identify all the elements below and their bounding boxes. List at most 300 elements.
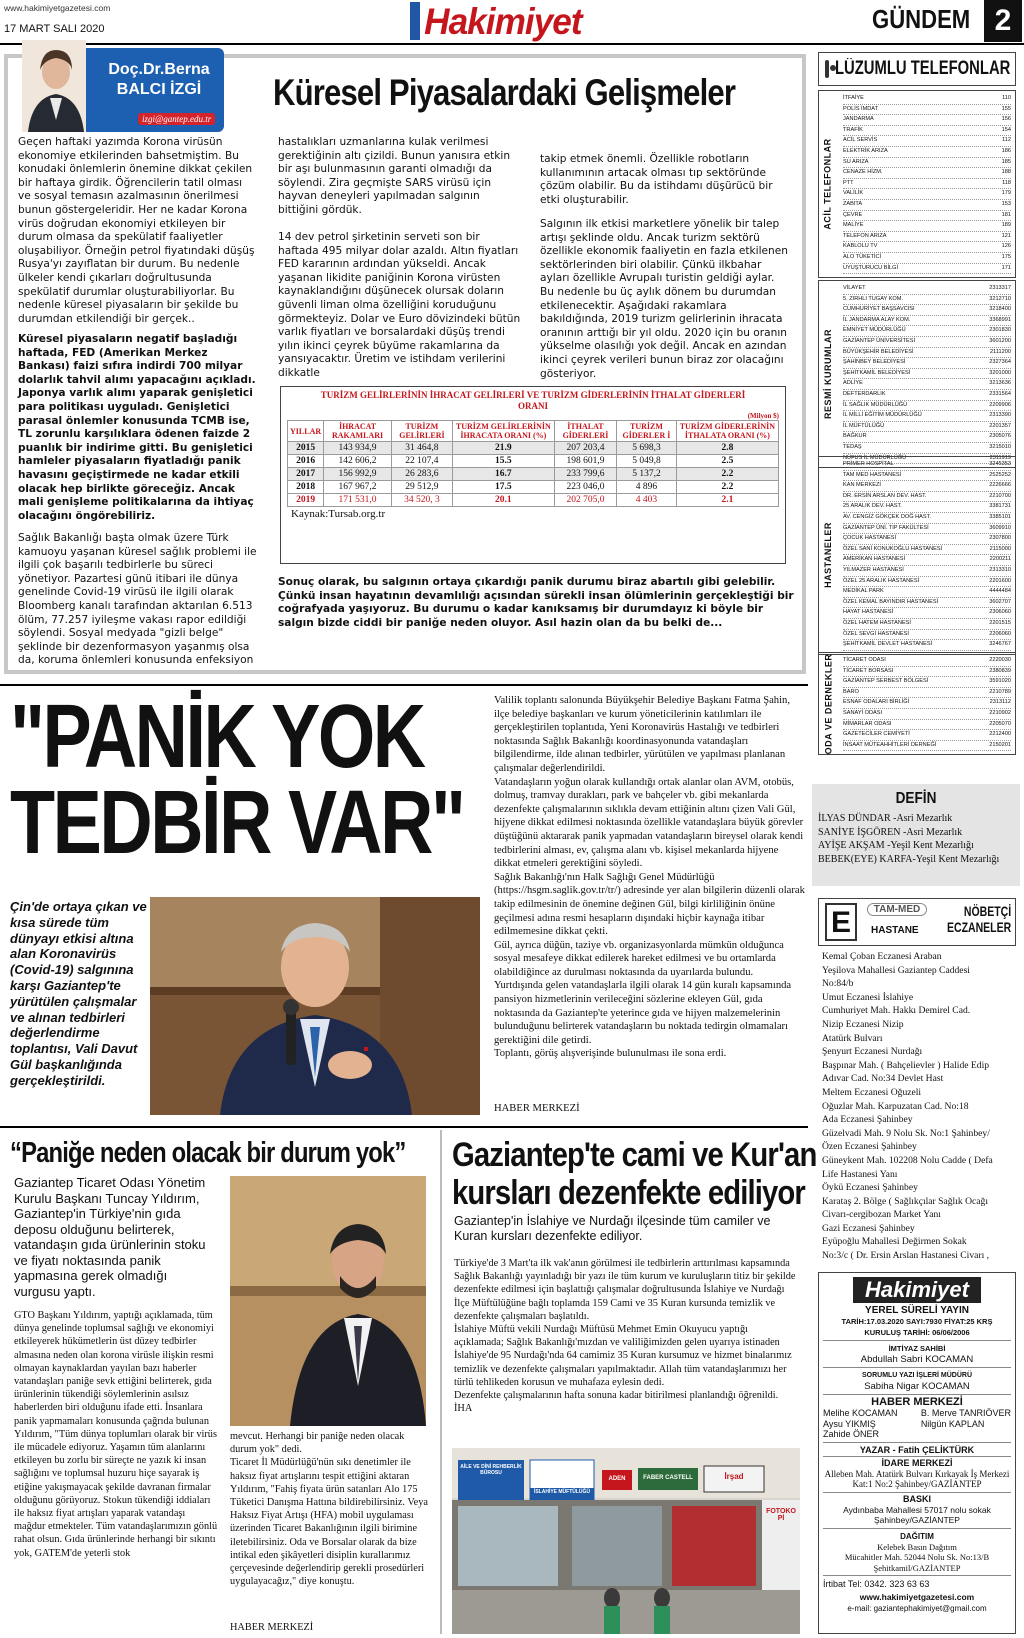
phone-group: [818, 456, 1016, 655]
column-col3-p2: Salgının ilk etkisi marketlere yönelik bir talep artışı şeklinde oldu. Ancak turizm sektörü özellikle ekonomik faaliyetin en fazla etkilenen sektörlerinden biri olabilir. Çünkü ilkbahar ayları özellikle Avrupalı turistin geldiği aylar. Bu nedenle bu üç aylık dönem bu durumdan etkilenecektir. Aşağıdaki rakamlara bakıldığında, 2019 turizm gelirlerinin ihracata oranının arttığı bir yıl oldu. 2020 için bu oranın yükselme olasılığı yok değil. Ancak en azından ikinci çeyrek verileri bunun biraz zor olacağını gösteriyor.: [540, 218, 788, 380]
defin-line: SANİYE İŞGÖREN -Asri Mezarlık: [818, 826, 963, 838]
column-conclusion: Sonuç olarak, bu salgının ortaya çıkardığı panik durumu biraz abartılı gibi gelebilir. Çünkü insan hayatının devamlılığı açısından sürekli insan ölümlerinin gerçekleştiği bir coğrafyada yaşıyoruz. Bu durumu o kadar kanıksamış bir durumdayız ki böyle bir salgın bizde ciddi bir paniğe neden oluyor. Asıl hazin olan da bu belki de...: [278, 576, 794, 629]
pharmacy-line: Umut Eczanesi İslahiye: [822, 991, 914, 1003]
pharmacy-line: Adıvar Cad. No:34 Devlet Hast: [822, 1073, 944, 1085]
phone-number: 3245353: [989, 461, 1011, 467]
table-cell: 171 531,0: [324, 494, 392, 507]
table-cell: 2.8: [676, 442, 778, 455]
phone-name: ÖZEL SANİ KONUKOĞLU HASTANESİ: [843, 545, 943, 552]
imprint-office: Alleben Mah. Atatürk Bulvarı Kırkayak İş Merkezi Kat:1 No:2 Şahinbey/GAZİANTEP: [823, 1469, 1011, 1493]
phone-name: İL JANDARMA ALAY KOM.: [843, 316, 911, 323]
panic-photo: [150, 897, 480, 1115]
pharmacy-line: Atatürk Bulvarı: [822, 1032, 883, 1044]
phone-name: BAĞKUR: [843, 433, 867, 440]
phone-name: KAN MERKEZİ: [843, 482, 881, 489]
gto-lead: Gaziantep Ticaret Odası Yönetim Kurulu Başkanı Tuncay Yıldırım, Gaziantep'in Türkiye'nin gıda deposu olduğunu belirterek, vatandaşın gıda ürünlerinin stoku ve fiyatı noktasında panik yapmasına gerek olmadığı vurgusu yaptı.: [14, 1175, 206, 1299]
phone-group: [818, 652, 1016, 755]
imprint-box: [818, 1272, 1016, 1634]
phone-name: NÜFUS İL MÜDÜRLÜĞÜ: [843, 454, 907, 461]
phone-row: [843, 264, 1011, 275]
phone-number: 2111200: [990, 348, 1011, 355]
phone-row: [843, 337, 1011, 348]
phone-number: 3218400: [989, 306, 1011, 313]
phone-number: 2380839: [989, 667, 1011, 674]
phone-row: [843, 677, 1011, 688]
pharmacy-title: [947, 903, 1011, 935]
gto-photo: [230, 1176, 426, 1426]
phone-number: 2210789: [989, 688, 1011, 695]
table-cell: 143 934,9: [324, 442, 392, 455]
phone-number: 126: [1001, 243, 1011, 250]
phone-row: [843, 656, 1011, 667]
table-cell: 5 049,8: [617, 455, 677, 468]
defin-line: İLYAS DÜNDAR -Asri Mezarlık: [818, 813, 953, 824]
imprint-dist: Kelebek Basın Dağıtım Mücahitler Mah. 52044 Nolu Sk. No:13/B Şehitkamil/GAZİANTEP: [823, 1542, 1011, 1577]
phone-icon: [825, 60, 829, 78]
phone-number: 2313112: [989, 699, 1011, 706]
phone-row: [843, 709, 1011, 720]
phone-number: 2210902: [989, 709, 1011, 716]
phone-row: [843, 189, 1011, 200]
phone-group: [818, 90, 1016, 278]
author-email[interactable]: izgi@gantep.edu.tr: [138, 113, 215, 125]
phone-row: [843, 305, 1011, 316]
table-cell: 31 464,8: [391, 442, 452, 455]
phone-number: 188: [1001, 169, 1011, 176]
phone-name: TİCARET BORSASI: [843, 667, 894, 674]
pharmacy-line: Yeşilova Mahallesi Gaziantep Caddesi: [822, 964, 970, 976]
phone-name: ÇEVRE: [843, 211, 863, 218]
sign-fotokopi: FOTOKOPİ: [766, 1508, 796, 1522]
phone-number: 2311919: [989, 454, 1011, 461]
phone-number: 2206060: [989, 630, 1011, 637]
phone-number: 3609910: [989, 524, 1011, 531]
defin-line: BEBEK(EYE) KARFA-Yeşil Kent Mezarlığı: [818, 853, 1000, 865]
phone-row: [843, 524, 1011, 535]
phone-name: İL SAĞLIK MÜDÜRLÜĞÜ: [843, 401, 908, 408]
phone-row: [843, 640, 1011, 651]
phone-row: [843, 730, 1011, 741]
phone-name: TEDAŞ: [843, 443, 862, 450]
column-col2-p2: 14 dev petrol şirketinin serveti son bir haftada 495 milyar dolar azaldı. Altın fiyatları FED kararının ardından yükseldi. Ancak yaşanan likidite paniğinin Korona virüsten kaynaklandığını düşünecek olursak doların güvenli liman olma özelliğini koruduğunu görmekteyiz. Dolar ve Euro dövizindeki bütün varlık fiyatları ve borsalardaki düşüş trendi yılın ikinci çeyrek büyüme rakamlarına da yansıyacaktır. Üretim ve istihdam verilerini dikkatle: [278, 231, 521, 379]
table-cell: 207 203,4: [554, 442, 616, 455]
phone-row: [843, 200, 1011, 211]
phone-number: 2226666: [989, 482, 1011, 489]
imprint-print-label: BASKI: [902, 1493, 931, 1504]
table-row: [288, 455, 779, 468]
phone-row: [843, 698, 1011, 709]
phone-row: [843, 115, 1011, 126]
phone-name: 25 ARALIK DEV. HAST.: [843, 503, 902, 510]
imprint-site[interactable]: www.hakimiyetgazetesi.com: [859, 1592, 975, 1602]
table-cell: 22 107,4: [391, 455, 452, 468]
table-cell: 17.5: [452, 481, 554, 494]
phone-number: 185: [1001, 158, 1011, 165]
phone-row: [843, 566, 1011, 577]
phone-name: KABLOLU TV: [843, 243, 878, 250]
phone-number: 3201000: [989, 369, 1011, 376]
imprint-date-line: TARİH:17.03.2020 SAYI:7930 FİYAT:25 KRŞ: [841, 1317, 993, 1326]
table-cell: 15.5: [452, 455, 554, 468]
table-cell: 5 698,3: [617, 442, 677, 455]
pharmacy-title-line1: NÖBETÇİ: [963, 903, 1012, 919]
phone-row: [843, 326, 1011, 337]
phone-number: 2150201: [989, 741, 1011, 748]
phones-title-text: LÜZUMLU TELEFONLAR: [835, 58, 1011, 79]
phone-name: POLİS İMDAT: [843, 105, 879, 112]
pharmacy-line: Karataş 2. Bölge ( Sağlıkçılar Sağlık Ocağı: [822, 1195, 988, 1207]
phone-row: [843, 221, 1011, 232]
phone-number: 2305076: [989, 433, 1011, 440]
imprint-dist-label: DAĞITIM: [900, 1531, 934, 1541]
imprint-owner-label: İMTİYAZ SAHİBİ: [888, 1344, 946, 1353]
column-title: Küresel Piyasalardaki Gelişmeler: [273, 72, 736, 113]
pharmacy-line: No:84/b: [822, 978, 854, 990]
phone-row: [843, 284, 1011, 295]
gto-body-col2: mevcut. Herhangi bir paniğe neden olacak durum yok" dedi. Ticaret İl Müdürlüğü'nün sıkı denetimler ile haksız fiyat artışlarını tespit ettiğini aktaran Yıldırım, "Fahiş fiyata ürün satanları Alo 175 Tüketici Danışma Hattına bildirebilirsiniz. Veya Haksız Fiyat Artışı (HFA) mobil uygulaması üzerinden Ticaret Bakanlığının ilgili birimine iletebilirsiniz. Oda ve Borsalar olarak da bize intikal eden şikâyetleri disiplin kurallarımız çerçevesinde değerlendirip gerekli prosedürleri uygulayacağız," diye konuştu.: [230, 1431, 428, 1588]
phone-row: [843, 667, 1011, 678]
pharmacy-line: Life Hastanesi Yanı: [822, 1168, 898, 1180]
phone-name: EMNİYET MÜDÜRLÜĞÜ: [843, 327, 906, 334]
phone-row: [843, 741, 1011, 752]
phone-name: VİLAYET: [843, 285, 866, 291]
phone-number: 2313390: [989, 412, 1011, 419]
pharmacy-line: Eyüpoğlu Mahallesi Değirmen Sokak: [822, 1236, 967, 1248]
issue-date: 17 MART SALI 2020: [4, 23, 105, 35]
imprint-founded: KURULUŞ TARİHİ: 06/06/2006: [823, 1327, 1011, 1341]
table-header-3: TURİZM GELİRLERİNİN İHRACATA ORANI (%): [452, 421, 554, 442]
phone-number: 2525252: [989, 471, 1011, 478]
phone-row: [843, 545, 1011, 556]
table-cell: 20.1: [452, 494, 554, 507]
pharmacy-list: [822, 950, 1018, 1263]
phone-row: [843, 253, 1011, 264]
phone-number: 112: [1002, 137, 1011, 144]
table-cell: 4 403: [617, 494, 677, 507]
phone-number: 2306060: [989, 609, 1011, 616]
table-title: TURİZM GELİRLERİNİN İHRACAT GELİRLERİ VE TURİZM GİDERLERİNİN İTHALAT GİDERLERİ ORANI: [320, 390, 746, 411]
phone-number: 3601200: [989, 337, 1011, 344]
table-cell: 4 896: [617, 481, 677, 494]
table-grid: [287, 420, 779, 507]
phone-row: [843, 577, 1011, 588]
table-cell: 2.5: [676, 455, 778, 468]
phone-row: [843, 316, 1011, 327]
table-cell: 233 799,6: [554, 468, 616, 481]
phone-number: 2115000: [989, 545, 1011, 552]
phone-number: 3381731: [989, 503, 1011, 510]
phone-name: TAM MED HASTANESİ: [843, 471, 902, 478]
author-photo: [22, 40, 86, 132]
gto-byline: HABER MERKEZİ: [230, 1622, 314, 1633]
defin-title: DEFİN: [895, 790, 937, 807]
phone-group-label: ACİL TELEFONLAR: [823, 138, 833, 230]
table-cell: 223 046,0: [554, 481, 616, 494]
pharmacy-line: Başpınar Mah. ( Bahçelievler ) Halide Edip: [822, 1059, 990, 1071]
phone-number: 3591020: [989, 678, 1011, 685]
table-cell: 5 137,2: [617, 468, 677, 481]
phone-number: 3212710: [989, 295, 1011, 302]
phone-number: 179: [1001, 190, 1011, 197]
table-cell: 2015: [288, 442, 324, 455]
phone-group: [818, 280, 1016, 468]
phone-name: AMERİKAN HASTANESİ: [843, 556, 906, 563]
page-number: 2: [984, 0, 1022, 42]
pharmacy-line: Civarı-cergibozan Market Yanı: [822, 1209, 941, 1221]
masthead-logo: [410, 0, 596, 43]
phone-number: 186: [1001, 147, 1011, 154]
column-col3-p1: takip etmek önemli. Özellikle robotların kullanımının artacak olması tıp sektöründe çözüm olabilir. Bu da istihdamı düşürücü bir etki oluşturabilir.: [540, 153, 773, 206]
panic-headline-line1: "PANİK YOK: [10, 687, 424, 787]
phone-row: [843, 492, 1011, 503]
phone-name: ELEKTRİK ARIZA: [843, 147, 888, 154]
phone-number: 175: [1001, 253, 1011, 260]
phone-row: [843, 513, 1011, 524]
phone-name: ÖZEL KEMAL BAYINDIR HASTANESİ: [843, 598, 939, 605]
phone-row: [843, 358, 1011, 369]
phone-name: CUMHURİYET BAŞSAVCISI: [843, 306, 915, 313]
phone-name: DEFTERDARLIK: [843, 390, 886, 397]
phone-row: [843, 211, 1011, 222]
imprint-owner: Abdullah Sabri KOCAMAN: [823, 1354, 1011, 1368]
phone-row: [843, 534, 1011, 545]
table-header-2: TURİZM GELİRLERİ: [391, 421, 452, 442]
phone-number: 2201515: [989, 619, 1011, 626]
pharmacy-header: [818, 898, 1016, 946]
imprint-type: YEREL SÜRELİ YAYIN: [865, 1305, 969, 1316]
phone-number: 171: [1001, 264, 1011, 271]
sign-faber: FABER CASTELL: [643, 1475, 693, 1481]
imprint-office-label: İDARE MERKEZİ: [881, 1457, 953, 1468]
table-row: [288, 442, 779, 455]
table-header-1: İHRACAT RAKAMLARI: [324, 421, 392, 442]
phone-name: TRAFİK: [843, 126, 863, 133]
phone-name: PTT: [843, 179, 854, 186]
panic-headline-line2: TEDBİR VAR": [10, 773, 464, 873]
phone-row: [843, 460, 1011, 471]
phone-name: BÜYÜKŞEHİR BELEDİYESİ: [843, 348, 914, 355]
phone-group-label: RESMİ KURUMLAR: [823, 329, 833, 420]
phone-number: 118: [1002, 179, 1011, 186]
column-col2-p1: hastalıkları uzmanlarına kulak verilmesi gerektiğinin altı çizildi. Bunun yanısıra etkin bir aşı bulunmasının garanti olmadığı da söylendi. Zira geçmişte SARS virüsü için hayvan deneyleri yapılmadan salgının bittiğini gördük.: [278, 136, 511, 216]
phone-row: [843, 688, 1011, 699]
phone-number: 189: [1001, 222, 1011, 229]
phone-row: [843, 481, 1011, 492]
phone-row: [843, 136, 1011, 147]
phone-row: [843, 471, 1011, 482]
imprint-news-left: Melihe KOCAMAN Aysu YIKMIŞ Zahide ÖNER: [823, 1408, 898, 1439]
phone-row: [843, 619, 1011, 630]
sign-irsad: İrşad: [724, 1472, 744, 1481]
phone-row: [843, 608, 1011, 619]
pharmacy-line: Güzelvadi Mah. 9 Nolu Sk. No:1 Şahinbey/: [822, 1127, 990, 1139]
phone-name: YILMAZER HASTANESİ: [843, 566, 904, 573]
pharmacy-line: Kemal Çoban Eczanesi Araban: [822, 951, 942, 962]
phone-name: İTFAİYE: [843, 95, 864, 101]
mosque-headline: [452, 1136, 816, 1212]
gto-body-col1: GTO Başkanı Yıldırım, yaptığı açıklamada, tüm dünya genelinde toplumsal sağlığı ve ekonomiyi etkileyerek hükümetlerin üst düzey tedbirler almasına neden olan korona virüsle ilişkin resmi olmayan kaynaklardan yayılan bazı haberler vatandaşları paniğe sevk ettiğini belirterek, gıda ürünlerinin tükendiği söylemlerinin asılsız haberlerden biri olduğunu ifade etti. İnsanlara panik yapmamaları konusunda çağrıda bulunan Yıldırım, "Tüm dünya toplumları olarak bir virüs ile mücadele ediyoruz. Yaşamın tüm alanlarını etkileyen bu zorlu bir süreçte ne yazık ki insan sağlığını ve toplumsal huzuru hiçe sayarak iş etiğine yakışmayacak şekilde davranan firmalar olduğunu görüyoruz. Stokun tükendiği iddiaları ile haksız fiyat artışları yaparak vatandaşı mağdur etmekteler. Tüm vatandaşlarımızın gönlü rahat olsun. Gıda ürünlerinde herhangi bir sıkıntı yok, GATEM'de yeterli stok: [14, 1310, 218, 1559]
phone-row: [843, 105, 1011, 116]
sign-islahiye: İSLAHİYE MÜFTÜLÜĞÜ: [533, 1489, 591, 1495]
phone-row: [843, 555, 1011, 566]
table-cell: 21.9: [452, 442, 554, 455]
imprint-logo: Hakimiyet: [853, 1277, 981, 1303]
phone-number: 2201600: [989, 577, 1011, 584]
phone-row: [843, 598, 1011, 609]
phone-row: [843, 443, 1011, 454]
phone-name: GAZİANTEP SERBEST BÖLGESİ: [843, 678, 929, 685]
phone-row: [843, 179, 1011, 190]
phone-name: SU ARIZA: [843, 158, 869, 165]
pharmacy-line: Cumhuriyet Mah. Hakkı Demirel Cad.: [822, 1005, 971, 1017]
phone-name: MALİYE: [843, 222, 864, 229]
phone-name: VALİLİK: [843, 190, 864, 197]
phone-number: 2209906: [989, 401, 1011, 408]
imprint-writer: YAZAR - Fatih ÇELİKTÜRK: [823, 1445, 1011, 1457]
site-url[interactable]: www.hakimiyetgazetesi.com: [4, 3, 111, 13]
phone-number: 3246767: [989, 641, 1011, 648]
phone-number: 2313310: [989, 566, 1011, 573]
phone-number: 110: [1002, 95, 1011, 101]
pharmacy-line: Oğuzlar Mah. Karpuzatan Cad. No:18: [822, 1100, 969, 1112]
table-unit: (Milyon $): [747, 412, 779, 420]
phones-title: [818, 52, 1016, 86]
phone-number: 3213636: [989, 380, 1011, 387]
phone-name: SANAYİ ODASI: [843, 709, 883, 716]
phone-name: ÖZEL SEVGİ HASTANESİ: [843, 630, 909, 637]
imprint-phone: İrtibat Tel: 0342. 323 63 63: [823, 1579, 930, 1589]
phone-name: GAZETECİLER CEMİYETİ: [843, 731, 910, 738]
phone-row: [843, 242, 1011, 253]
phone-name: MİMARLAR ODASI: [843, 720, 892, 727]
pharmacy-line: No:3/c ( Dr. Ersin Arslan Hastanesi Civarı ,: [822, 1250, 990, 1262]
phone-name: JANDARMA: [843, 116, 874, 123]
phone-row: [843, 502, 1011, 513]
author-name-line2: BALCI İZGİ: [116, 81, 202, 98]
phone-row: [843, 630, 1011, 641]
pharmacy-line: Özen Eczanesi Şahinbey: [822, 1141, 917, 1153]
phone-number: 3215010: [989, 443, 1011, 450]
phone-name: İL MÜFTÜLÜĞÜ: [843, 422, 885, 429]
phone-row: [843, 147, 1011, 158]
phone-number: 153: [1001, 200, 1011, 207]
table-cell: 2019: [288, 494, 324, 507]
table-cell: 2.1: [676, 494, 778, 507]
phone-row: [843, 158, 1011, 169]
phone-name: İL MİLLİ EĞİTİM MÜDÜRLÜĞÜ: [843, 412, 922, 419]
phone-number: 155: [1001, 105, 1011, 112]
phone-name: TİCARET ODASI: [843, 657, 886, 663]
phone-name: ALO TÜKETİCİ: [843, 253, 882, 260]
author-name-line1: Doç.Dr.Berna: [108, 61, 210, 78]
phone-number: 154: [1001, 126, 1011, 133]
table-cell: 29 512,9: [391, 481, 452, 494]
phone-row: [843, 401, 1011, 412]
panic-headline: [10, 687, 464, 873]
phone-number: 3368991: [989, 316, 1011, 323]
table-cell: 26 283,6: [391, 468, 452, 481]
table-cell: 2016: [288, 455, 324, 468]
column-col1-p2: Küresel piyasaların negatif başladığı haftada, FED (Amerikan Merkez Bankası) faizi sıfıra indirdi 700 milyar dolarlık tahvil alımı yapacağını açıkladı. Japonya varlık alımı yaparak genişletici para politikası uyguladı. Genişletici parasal önlemler konusunda TCMB ise, TL zorunlu karşılıklara ödenen faizde 2 puanlık bir indirime gitti. Bu genişletici hamleler piyasaların fiyatladığı panik havasını geçiştirmede ne kadar etkili olacak hep birlikte göreceğiz. Ancak mali genişleme politikalarına da ihtiyaç olacağını öngörebiliriz.: [18, 333, 256, 522]
pharmacy-line: Nizip Eczanesi Nizip: [822, 1018, 904, 1030]
table-cell: 167 967,2: [324, 481, 392, 494]
phone-number: 2313317: [989, 285, 1011, 291]
phone-number: 2200211: [989, 556, 1011, 563]
pharmacy-sponsor: TAM-MED: [867, 903, 927, 916]
defin-box: [812, 784, 1020, 886]
phone-name: BARO: [843, 688, 859, 695]
column-col1-p1: Geçen haftaki yazımda Korona virüsün ekonomiye etkilerinden bahsetmiştim. Bu konudaki önlemlerin önemine dikkat çekilen bir haftaya girdik. Öğrencilerin tatil olması ve sosyal temasın azalmasının önerilmesi bunun göstergeleridir. Her ne kadar Korona virüs doğrudan ekonomiyi etkileyen bir durum olmasa da spekülatif faaliyetler oluşabiliyor. Örneğin petrol fiyatındaki düşüş Rusya'yı zayıflatan bir durum. Bu nedenle ülkeler kendi çıkarları doğrultusunda spekülatif durumlar oluşturabiliyorlar. Bu nedenle küresel piyasaların bir şekilde bu durumdan etkilendiği bir gerçek..: [18, 136, 255, 325]
phone-row: [843, 168, 1011, 179]
phone-name: CENAZE HİZM.: [843, 169, 883, 176]
imprint-email[interactable]: e-mail: gaziantephakimiyet@gmail.com: [847, 1604, 987, 1613]
phone-name: ÇOCUK HASTANESİ: [843, 535, 897, 542]
phone-row: [843, 379, 1011, 390]
table-cell: 156 992,9: [324, 468, 392, 481]
phone-row: [843, 348, 1011, 359]
table-header-4: İTHALAT GİDERLERİ: [554, 421, 616, 442]
phone-name: ESNAF ODALARI BİRLİĞİ: [843, 699, 910, 706]
table-cell: 2017: [288, 468, 324, 481]
phone-name: 5. ZIRHLI TUGAY KOM.: [843, 295, 903, 302]
phone-number: 121: [1001, 232, 1011, 239]
mosque-photo: [452, 1448, 800, 1634]
phone-name: İNSAAT MÜTEAHHİTLERİ DERNEĞİ: [843, 741, 937, 748]
phone-name: GAZİANTEP ÜNİVERSİTESİ: [843, 337, 916, 344]
table-header-6: TURİZM GİDERLERİNİN İTHALATA ORANI (%): [676, 421, 778, 442]
phone-row: [843, 295, 1011, 306]
mosque-lead: Gaziantep'in İslahiye ve Nurdağı ilçesinde tüm camiler ve Kuran kursları dezenfekte ediliyor.: [454, 1214, 771, 1243]
masthead-logo-text: Hakimiyet: [424, 0, 582, 42]
phone-name: TELEFON ARIZA: [843, 232, 887, 239]
imprint-news-right: B. Merve TANRIÖVER Nilgün KAPLAN: [920, 1408, 1011, 1429]
phone-number: 2212400: [989, 731, 1011, 738]
imprint-news-label: HABER MERKEZİ: [871, 1396, 963, 1408]
mosque-body: Türkiye'de 3 Mart'ta ilk vak'anın görülmesi ile tedbirlerin arttırılması kapsamında Sağlık Bakanlığı yayınladığı bir yazı ile tüm kurum ve kuruluşların titiz bir şekilde dezenfekte edilmesi için başlattığı çalışmalar doğrultusunda İslahiye ve Nurdağı İlçe Müftülüğüne bağlı toplamda 159 Cami ve 35 Kuran kursunda temizlik ve dezenfekte çalışmaları başlatıldı. İslahiye Müftü vekili Nurdağı Müftüsü Mehmet Emin Okuyucu yaptığı açıklamada; Sağlık Bakanlığı'mızdan ve valiliğimizden gelen uyarıya istinaden İslahiye'de 95 Nurdağı'nda 64 camimiz 35 Kuran kursumuz ve hizmet binalarımız temizlik ve dezenfekte çalışmaları yapılmaktadır. Allah tüm vatandaşlarımızı her türlü tehlikeden korusun ve muhafaza eylesin dedi. Dezenfekte çalışmalarının hafta sonuna kadar bitirilmesi planlandığı öğrenildi. İHA: [454, 1258, 796, 1415]
table-row: [288, 494, 779, 507]
phone-row: [843, 720, 1011, 731]
phone-number: 2327364: [989, 359, 1011, 366]
mosque-headline-line1: Gaziantep'te cami ve Kur'an: [452, 1136, 817, 1174]
phone-row: [843, 411, 1011, 422]
phone-name: ZABITA: [843, 200, 863, 207]
phone-name: MEDİKAL PARK: [843, 588, 884, 595]
gto-headline: “Paniğe neden olacak bir durum yok”: [10, 1137, 406, 1169]
table-header-5: TURİZM GİDERLER İ: [617, 421, 677, 442]
table-cell: 2018: [288, 481, 324, 494]
phone-name: ADLİYE: [843, 380, 863, 387]
phone-name: ŞEHİTKAMİL DEVLET HASTANESİ: [843, 641, 933, 648]
panic-lead: Çin'de ortaya çıkan ve kısa sürede tüm dünyayı etkisi altına alan Koronavirüs (Covid-19) salgınına karşı Gaziantep'te yürütülen çalışmalar ve alınan tedbirleri değerlendirme toplantısı, Vali Davut Gül başkanlığında gerçekleştirildi.: [10, 899, 147, 1088]
phone-name: UYUŞTURUCU BİLGİ: [843, 264, 899, 271]
phone-name: ÖZEL 25 ARALIK HASTANESİ: [843, 577, 920, 584]
sign-aden: ADEN: [608, 1476, 626, 1482]
phone-row: [843, 432, 1011, 443]
phone-name: ACİL SERVİS: [843, 137, 878, 144]
phone-number: 2307800: [989, 535, 1011, 542]
table-source: Kaynak:Tursab.org.tr: [291, 508, 386, 520]
pharmacy-line: Gazi Eczanesi Şahinbey: [822, 1222, 915, 1234]
phone-row: [843, 232, 1011, 243]
imprint-editor: Sabiha Nigar KOCAMAN: [823, 1381, 1011, 1395]
phone-name: PRİMER HOSPİTAL: [843, 461, 894, 467]
phone-number: 2201357: [989, 422, 1011, 429]
table-cell: 202 705,0: [554, 494, 616, 507]
phone-number: 2301830: [989, 327, 1011, 334]
mosque-headline-line2: kursları dezenfekte ediliyor: [452, 1174, 805, 1212]
phone-name: DR. ERSİN ARSLAN DEV. HAST.: [843, 492, 927, 499]
table-header-0: YILLAR: [288, 421, 324, 442]
